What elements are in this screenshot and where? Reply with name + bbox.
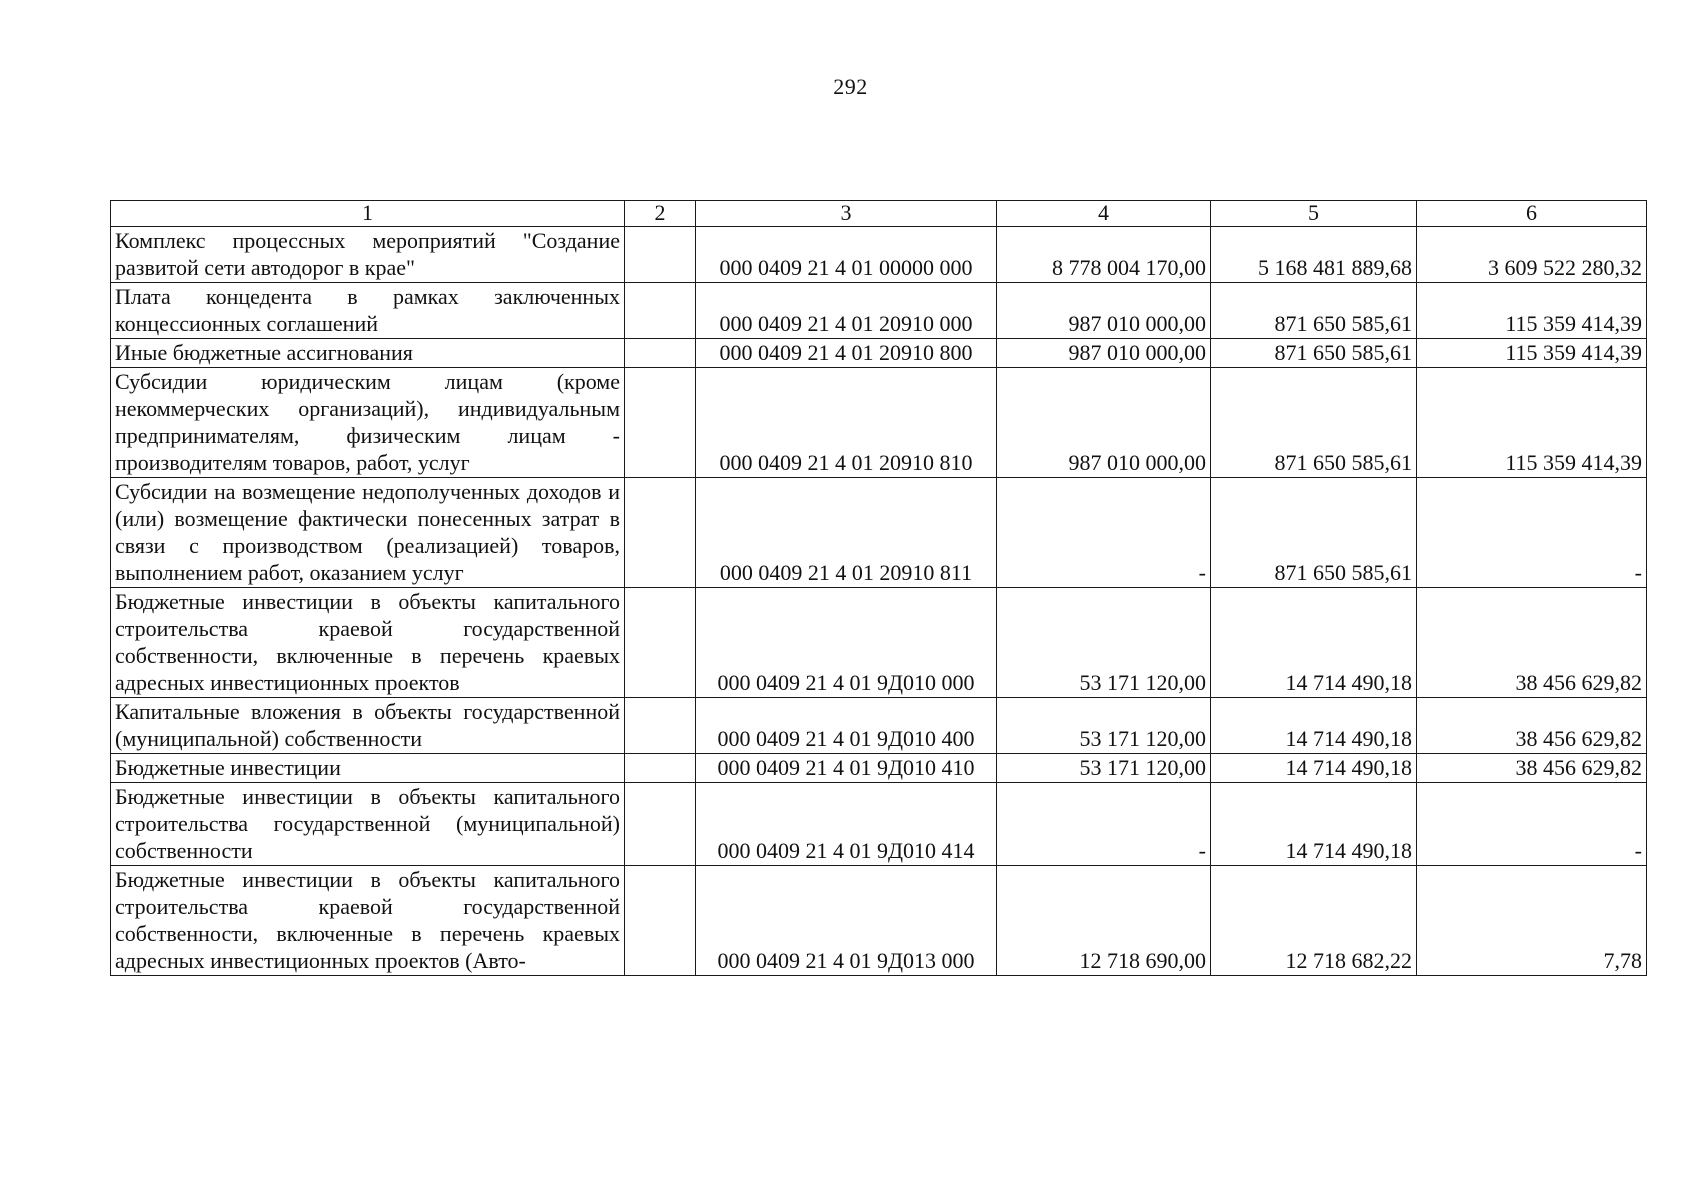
row-col6: 115 359 414,39 (1417, 339, 1647, 368)
row-col6: 115 359 414,39 (1417, 368, 1647, 478)
row-col5: 12 718 682,22 (1211, 866, 1417, 976)
row-code: 000 0409 21 4 01 00000 000 (696, 227, 997, 283)
row-col5: 871 650 585,61 (1211, 283, 1417, 339)
row-col4: 987 010 000,00 (997, 368, 1211, 478)
row-col6: 7,78 (1417, 866, 1647, 976)
row-description: Капитальные вложения в объекты государственной (муниципальной) собственности (111, 698, 625, 754)
row-col6: 38 456 629,82 (1417, 588, 1647, 698)
page-number: 292 (833, 74, 868, 99)
row-col6: 38 456 629,82 (1417, 754, 1647, 783)
row-code: 000 0409 21 4 01 9Д013 000 (696, 866, 997, 976)
table-row (111, 754, 1647, 783)
row-col4: - (997, 478, 1211, 588)
row-code: 000 0409 21 4 01 9Д010 000 (696, 588, 997, 698)
row-col2 (625, 478, 696, 588)
row-col2 (625, 339, 696, 368)
row-col4: 53 171 120,00 (997, 588, 1211, 698)
row-col2 (625, 698, 696, 754)
row-col6: - (1417, 478, 1647, 588)
row-description: Бюджетные инвестиции в объекты капитального строительства государственной (муниципальной) собственности (111, 783, 625, 866)
header-cell: 5 (1211, 201, 1417, 227)
row-col2 (625, 227, 696, 283)
row-col2 (625, 754, 696, 783)
table-row (111, 866, 1647, 976)
row-code: 000 0409 21 4 01 20910 000 (696, 283, 997, 339)
row-col4: - (997, 783, 1211, 866)
table-row (111, 478, 1647, 588)
row-col2 (625, 368, 696, 478)
row-code: 000 0409 21 4 01 20910 811 (696, 478, 997, 588)
row-col4: 987 010 000,00 (997, 283, 1211, 339)
row-col5: 5 168 481 889,68 (1211, 227, 1417, 283)
row-col2 (625, 866, 696, 976)
row-description: Бюджетные инвестиции в объекты капитального строительства краевой государственной собственности, включенные в перечень краевых адресных инвестиционных проектов (111, 588, 625, 698)
row-code: 000 0409 21 4 01 9Д010 400 (696, 698, 997, 754)
table-row (111, 783, 1647, 866)
row-col5: 871 650 585,61 (1211, 339, 1417, 368)
header-cell: 1 (111, 201, 625, 227)
table-row (111, 339, 1647, 368)
row-code: 000 0409 21 4 01 20910 810 (696, 368, 997, 478)
row-description: Комплекс процессных мероприятий "Создание развитой сети автодорог в крае" (111, 227, 625, 283)
row-col5: 14 714 490,18 (1211, 754, 1417, 783)
row-col2 (625, 588, 696, 698)
row-code: 000 0409 21 4 01 20910 800 (696, 339, 997, 368)
row-col4: 8 778 004 170,00 (997, 227, 1211, 283)
row-code: 000 0409 21 4 01 9Д010 410 (696, 754, 997, 783)
row-description: Иные бюджетные ассигнования (111, 339, 625, 368)
table-row (111, 588, 1647, 698)
budget-table (110, 200, 1647, 976)
header-cell: 4 (997, 201, 1211, 227)
header-cell: 2 (625, 201, 696, 227)
row-col5: 871 650 585,61 (1211, 368, 1417, 478)
row-col6: 115 359 414,39 (1417, 283, 1647, 339)
row-col5: 14 714 490,18 (1211, 588, 1417, 698)
row-col4: 53 171 120,00 (997, 698, 1211, 754)
row-col5: 14 714 490,18 (1211, 783, 1417, 866)
row-col6: 38 456 629,82 (1417, 698, 1647, 754)
row-col4: 53 171 120,00 (997, 754, 1211, 783)
row-col6: - (1417, 783, 1647, 866)
row-description: Плата концедента в рамках заключенных концессионных соглашений (111, 283, 625, 339)
row-description: Субсидии юридическим лицам (кроме некоммерческих организаций), индивидуальным предпринимателям, физическим лицам - производителям товаров, работ, услуг (111, 368, 625, 478)
header-cell: 6 (1417, 201, 1647, 227)
row-code: 000 0409 21 4 01 9Д010 414 (696, 783, 997, 866)
header-row (111, 201, 1647, 227)
table-row (111, 227, 1647, 283)
row-col4: 12 718 690,00 (997, 866, 1211, 976)
table-row (111, 283, 1647, 339)
table-row (111, 368, 1647, 478)
row-col6: 3 609 522 280,32 (1417, 227, 1647, 283)
row-col5: 871 650 585,61 (1211, 478, 1417, 588)
row-col5: 14 714 490,18 (1211, 698, 1417, 754)
row-col2 (625, 783, 696, 866)
row-description: Субсидии на возмещение недополученных доходов и (или) возмещение фактически понесенных затрат в связи с производством (реализацией) товаров, выполнением работ, оказанием услуг (111, 478, 625, 588)
header-cell: 3 (696, 201, 997, 227)
row-description: Бюджетные инвестиции в объекты капитального строительства краевой государственной собственности, включенные в перечень краевых адресных инвестиционных проектов (Авто- (111, 866, 625, 976)
table-row (111, 698, 1647, 754)
row-description: Бюджетные инвестиции (111, 754, 625, 783)
row-col2 (625, 283, 696, 339)
row-col4: 987 010 000,00 (997, 339, 1211, 368)
